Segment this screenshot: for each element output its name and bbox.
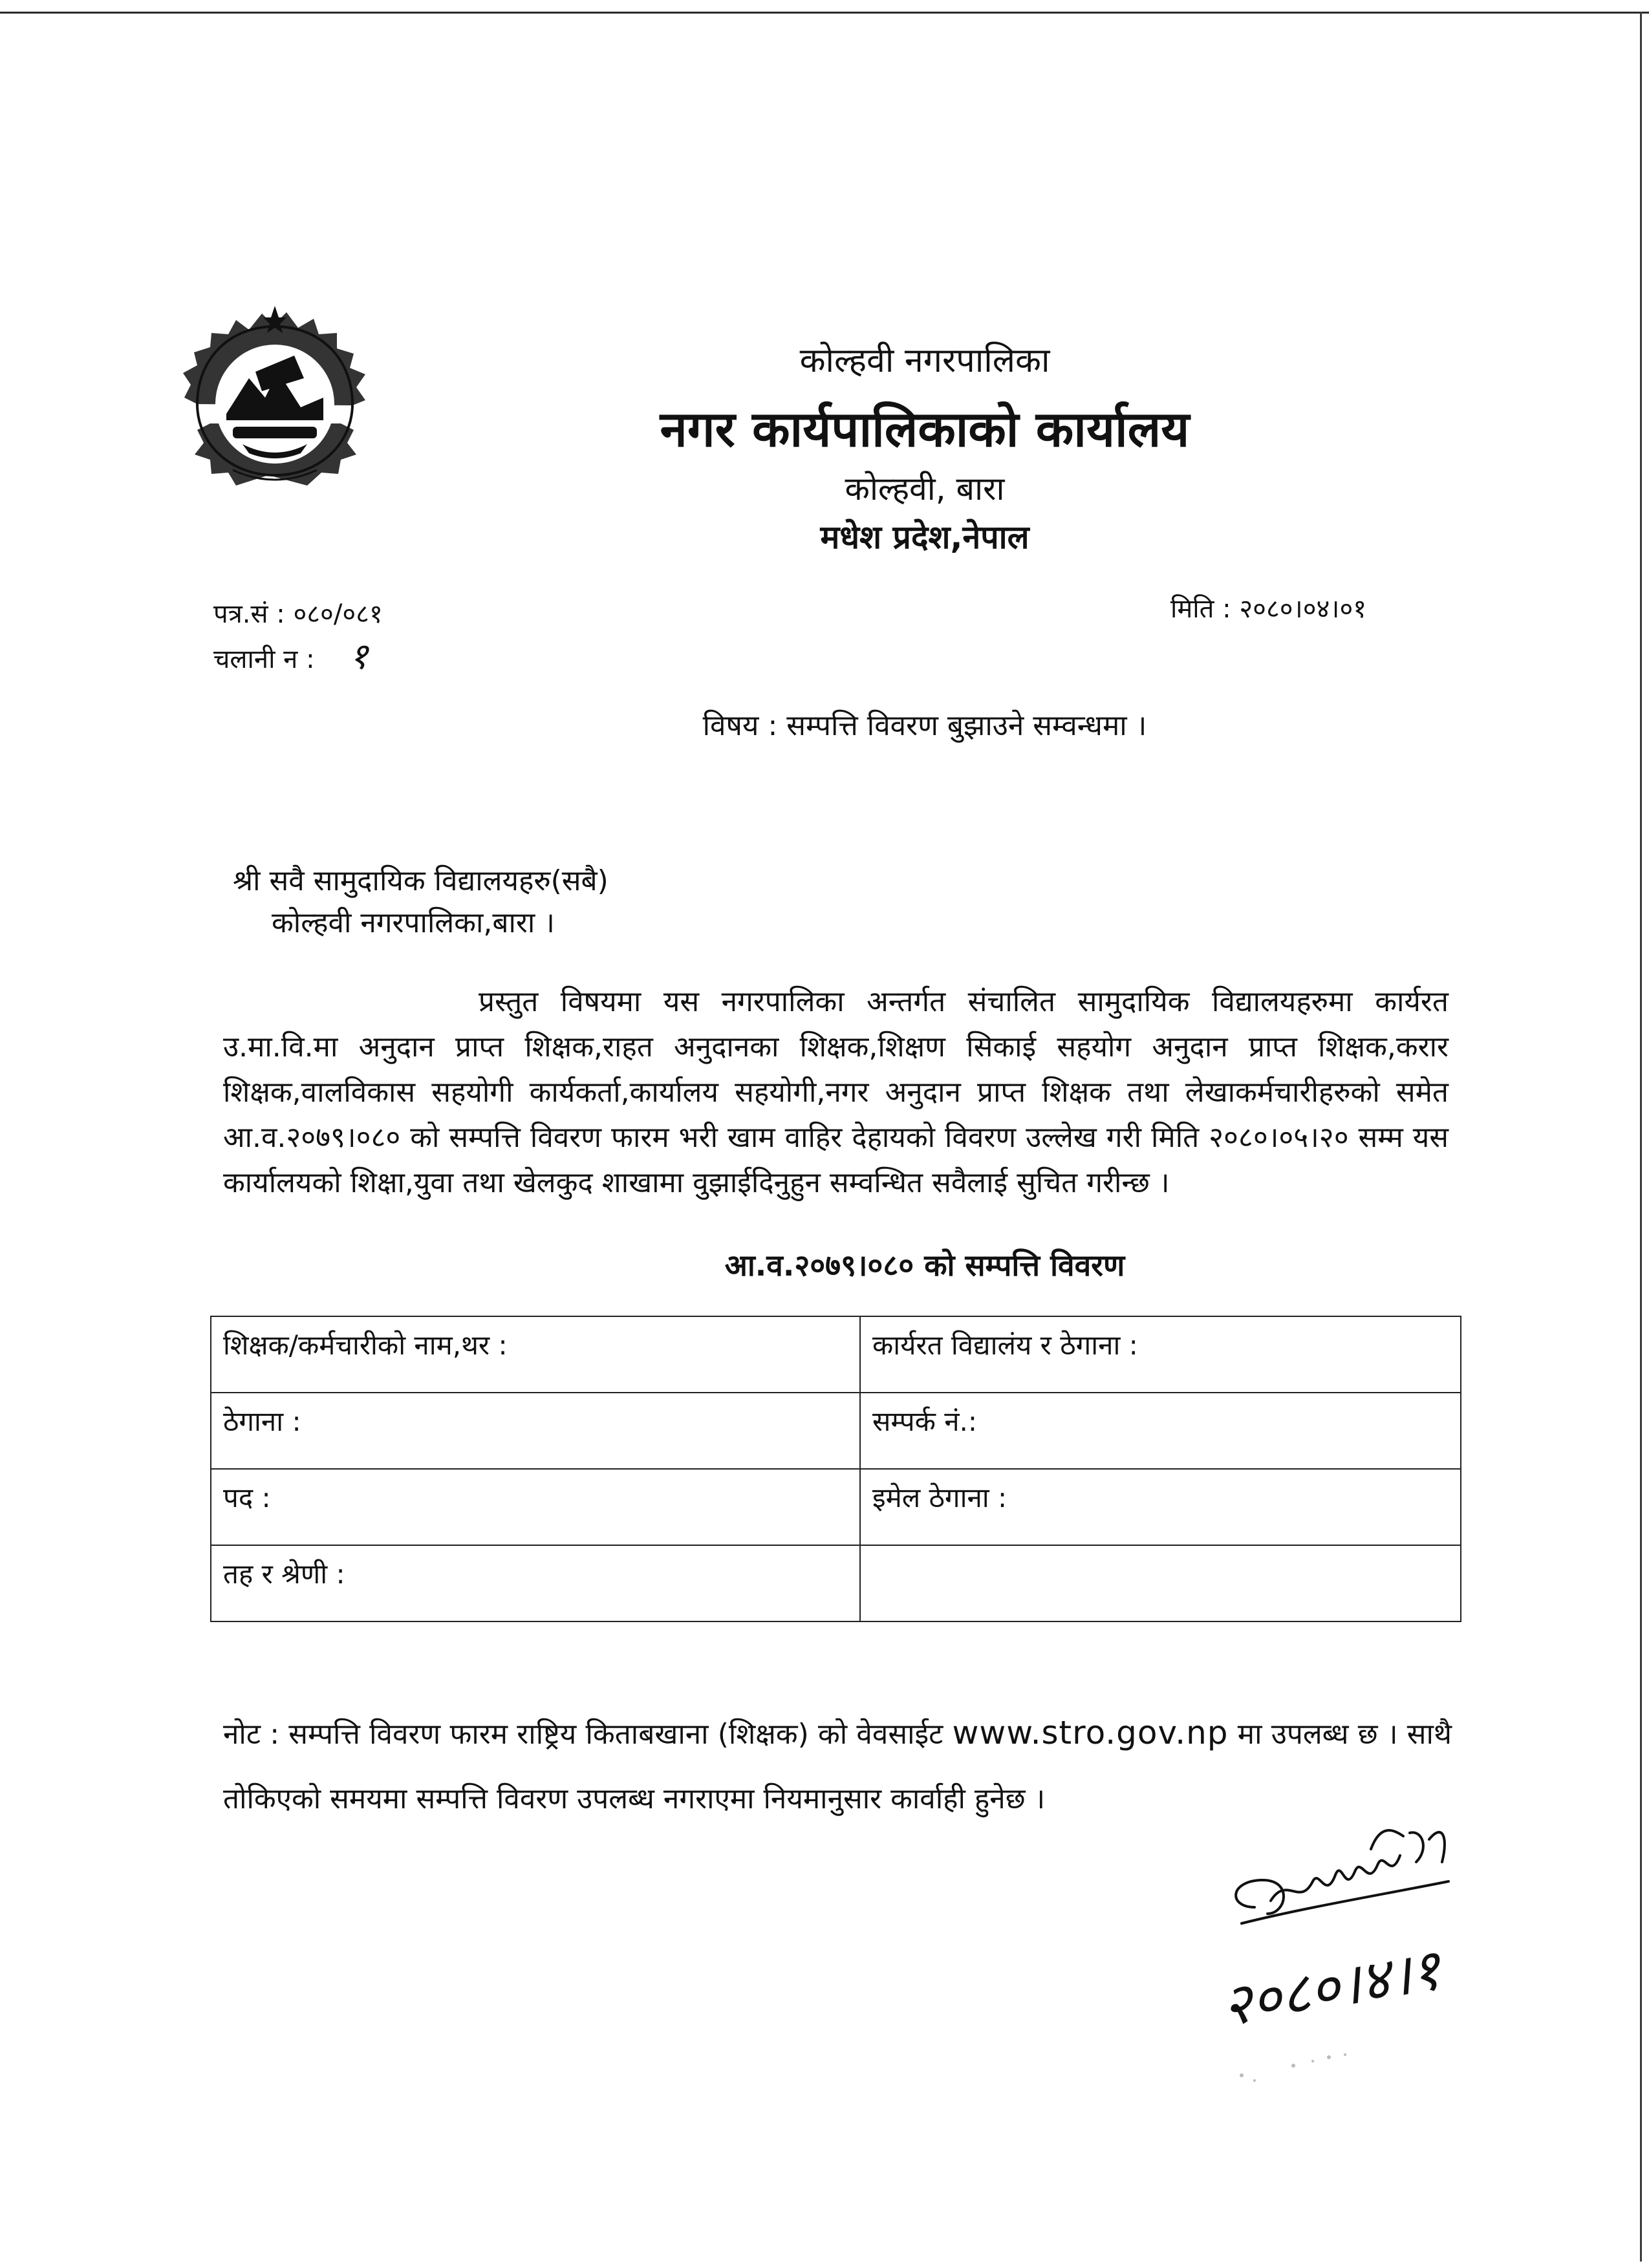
- province-country: मधेश प्रदेश,नेपाल: [820, 519, 1029, 556]
- dispatch-number-label: चलानी न :: [213, 645, 315, 674]
- office-location: कोल्हवी, बारा: [845, 470, 1005, 508]
- table-cell: [860, 1545, 1461, 1621]
- table-cell: ठेगाना :: [211, 1393, 860, 1469]
- table-cell: तह र श्रेणी :: [211, 1545, 860, 1621]
- letter-body: प्रस्तुत विषयमा यस नगरपालिका अन्तर्गत संचालित सामुदायिक विद्यालयहरुमा कार्यरत उ.मा.वि.मा अनुदान प्राप्त शिक्षक,राहत अनुदानका शिक्षक,शिक्षण सिकाई सहयोग अनुदान प्राप्त शिक्षक,करार शिक्षक,वालविकास सहयोगी कार्यकर्ता,कार्यालय सहयोगी,नगर अनुदान प्राप्त शिक्षक तथा लेखाकर्मचारीहरुको समेत आ.व.२०७९।०८० को सम्पत्ति विवरण फारम भरी खाम वाहिर देहायको विवरण उल्लेख गरी मिति २०८०।०५।२० सम्म यस कार्यालयको शिक्षा,युवा तथा खेलकुद शाखामा वुझाईदिनुहुन सम्वन्धित सवैलाई सुचित गरीन्छ ।: [223, 985, 1449, 1199]
- website-link[interactable]: www.stro.gov.np: [952, 1714, 1229, 1751]
- table-cell: शिक्षक/कर्मचारीको नाम,थर :: [211, 1316, 860, 1393]
- letter-subject: विषय : सम्पत्ति विवरण बुझाउने सम्वन्धमा ।: [702, 709, 1147, 742]
- asset-details-table-title: आ.व.२०७९।०८० को सम्पत्ति विवरण: [724, 1248, 1125, 1283]
- letter-date: मिति : २०८०।०४।०१: [1170, 594, 1367, 624]
- table-cell: पद :: [211, 1469, 860, 1545]
- note-text-after: मा उपलब्ध छ । साथै तोकिएको समयमा सम्पत्ति विवरण उपलब्ध नगराएमा नियमानुसार कार्वाही हुनेछ ।: [223, 1718, 1452, 1815]
- municipality-name: कोल्हवी नगरपालिका: [799, 341, 1050, 380]
- asset-details-form-table: [210, 1316, 1461, 1622]
- dispatch-number-handwritten: १: [349, 636, 369, 678]
- table-row: [211, 1545, 1461, 1621]
- scan-edge-right: [1640, 12, 1642, 2262]
- addressee-line-1: श्री सवै सामुदायिक विद्यालयहरु(सबै): [233, 864, 609, 897]
- note-text-before: नोट : सम्पत्ति विवरण फारम राष्ट्रिय किताबखाना (शिक्षक) को वेवसाईट: [223, 1718, 953, 1751]
- nepal-government-emblem-icon: [171, 301, 378, 495]
- signature-date-handwritten: २०८०।४।१: [1216, 1935, 1446, 2040]
- table-cell: इमेल ठेगाना :: [860, 1469, 1461, 1545]
- letter-reference-number: पत्र.सं : ०८०/०८१: [213, 599, 383, 629]
- addressee-line-2: कोल्हवी नगरपालिका,बारा ।: [272, 906, 555, 939]
- table-cell: कार्यरत विद्यालंय र ठेगाना :: [860, 1316, 1461, 1393]
- office-title: नगर कार्यपालिकाको कार्यालय: [660, 400, 1190, 458]
- table-row: [211, 1469, 1461, 1545]
- handwritten-signature: [1216, 1810, 1513, 2101]
- table-row: [211, 1316, 1461, 1393]
- table-cell: सम्पर्क नं.:: [860, 1393, 1461, 1469]
- table-row: [211, 1393, 1461, 1469]
- scan-edge-top: [0, 12, 1649, 14]
